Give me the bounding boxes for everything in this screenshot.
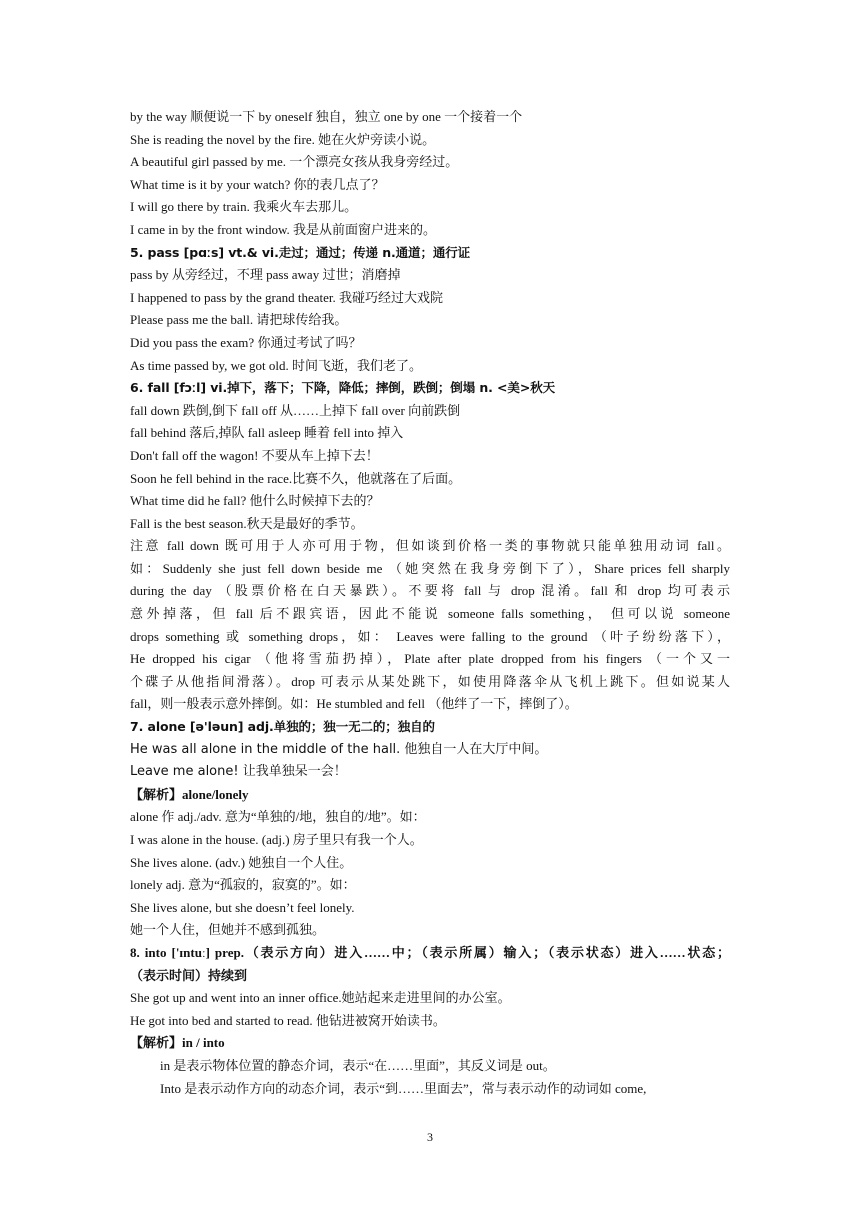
text-line: She lives alone, but she doesn’t feel lonely.: [130, 899, 355, 915]
text-line: What time is it by your watch? 你的表几点了？: [130, 176, 385, 192]
text-line: I will go there by train. 我乘火车去那儿。: [130, 199, 358, 215]
text-line: He was all alone in the middle of the hall. 他独自一人在大厅中间。: [130, 741, 548, 757]
text-line: fall down 跌倒,倒下 fall off 从……上掉下 fall over 向前跌倒: [130, 402, 461, 418]
text-line: Into 是表示动作方向的动态介词，表示“到……里面去”，常与表示动作的动词如 come,: [160, 1080, 647, 1096]
section-heading-alone: 7. alone [ə'ləun] adj.单独的；独一无二的；独自的: [130, 719, 435, 735]
note-line: 意外掉落，但 fall 后不跟宾语，因此不能说 someone falls something， 但可以说 someone: [130, 606, 730, 622]
text-line: I happened to pass by the grand theater. 我碰巧经过大戏院: [130, 289, 444, 305]
text-line: Fall is the best season.秋天是最好的季节。: [130, 515, 364, 531]
text-line: Soon he fell behind in the race.比赛不久，他就落在了后面。: [130, 470, 462, 486]
text-line: Did you pass the exam? 你通过考试了吗？: [130, 334, 362, 350]
text-line: She lives alone. (adv.) 她独自一个人住。: [130, 854, 353, 870]
section-heading-pass: 5. pass [pɑːs] vt.& vi.走过；通过；传递 n.通道；通行证: [130, 244, 471, 260]
analysis-heading: 【解析】in / into: [130, 1035, 225, 1051]
section-heading-into-continued: （表示时间）持续到: [130, 967, 248, 983]
text-line: Leave me alone! 让我单独呆一会！: [130, 764, 347, 780]
note-line: 如：Suddenly she just fell down beside me （她突然在我身旁倒下了），Share prices fell sharply: [130, 560, 730, 576]
text-line: fall behind 落后,掉队 fall asleep 睡着 fell into 掉入: [130, 425, 404, 441]
text-line: Please pass me the ball. 请把球传给我。: [130, 312, 348, 328]
text-line: He got into bed and started to read. 他钻进被窝开始读书。: [130, 1012, 446, 1028]
text-line: She is reading the novel by the fire. 她在火炉旁读小说。: [130, 131, 436, 147]
text-line: What time did he fall? 他什么时候掉下去的？: [130, 493, 380, 509]
text-line: She got up and went into an inner office.她站起来走进里间的办公室。: [130, 990, 511, 1006]
page-number: 3: [427, 1130, 433, 1144]
text-line: Don't fall off the wagon! 不要从车上掉下去！: [130, 447, 379, 463]
text-line: by the way 顺便说一下 by oneself 独自，独立 one by one 一个接着一个: [130, 109, 523, 124]
analysis-heading: 【解析】alone/lonely: [130, 786, 249, 802]
section-heading-into: 8. into ['ɪntuː] prep.（表示方向）进入……中；（表示所属）输入；（表示状态）进入……状态；: [130, 944, 730, 960]
text-line: pass by 从旁经过，不理 pass away 过世；消磨掉: [130, 267, 401, 283]
page-content: [130, 106, 730, 1100]
text-line: As time passed by, we got old. 时间飞逝，我们老了。: [130, 357, 422, 373]
text-line: I came in by the front window. 我是从前面窗户进来的。: [130, 221, 437, 237]
text-line: 她一个人住，但她并不感到孤独。: [130, 922, 326, 938]
note-line: 注意 fall down 既可用于人亦可用于物，但如谈到价格一类的事物就只能单独用动词 fall。: [130, 538, 730, 554]
note-line: during the day （股票价格在白天暴跌）。不要将 fall 与 drop 混淆。fall 和 drop 均可表示: [130, 583, 730, 599]
text-line: lonely adj. 意为“孤寂的，寂寞的”。如：: [130, 877, 356, 893]
section-heading-fall: 6. fall [fɔːl] vi.掉下，落下；下降，降低；摔倒，跌倒；倒塌 n. <美>秋天: [130, 380, 555, 396]
text-line: in 是表示物体位置的静态介词，表示“在……里面”，其反义词是 out。: [160, 1057, 556, 1073]
note-line: 个碟子从他指间滑落）。drop 可表示从某处跳下，如使用降落伞从飞机上跳下。但如说某人: [130, 673, 730, 689]
text-line: alone 作 adj./adv. 意为“单独的/地，独自的/地”。如：: [130, 809, 426, 825]
text-line: A beautiful girl passed by me. 一个漂亮女孩从我身旁经过。: [130, 154, 459, 170]
note-line: He dropped his cigar （他将雪茄扔掉），Plate after plate dropped from his fingers （一个又一: [130, 651, 730, 667]
note-line: fall，则一般表示意外摔倒。如：He stumbled and fell （他绊了一下，摔倒了）。: [130, 696, 578, 712]
text-line: I was alone in the house. (adj.) 房子里只有我一个人。: [130, 832, 423, 847]
note-line: drops something 或 something drops，如： Leaves were falling to the ground （叶子纷纷落下），: [130, 628, 730, 644]
